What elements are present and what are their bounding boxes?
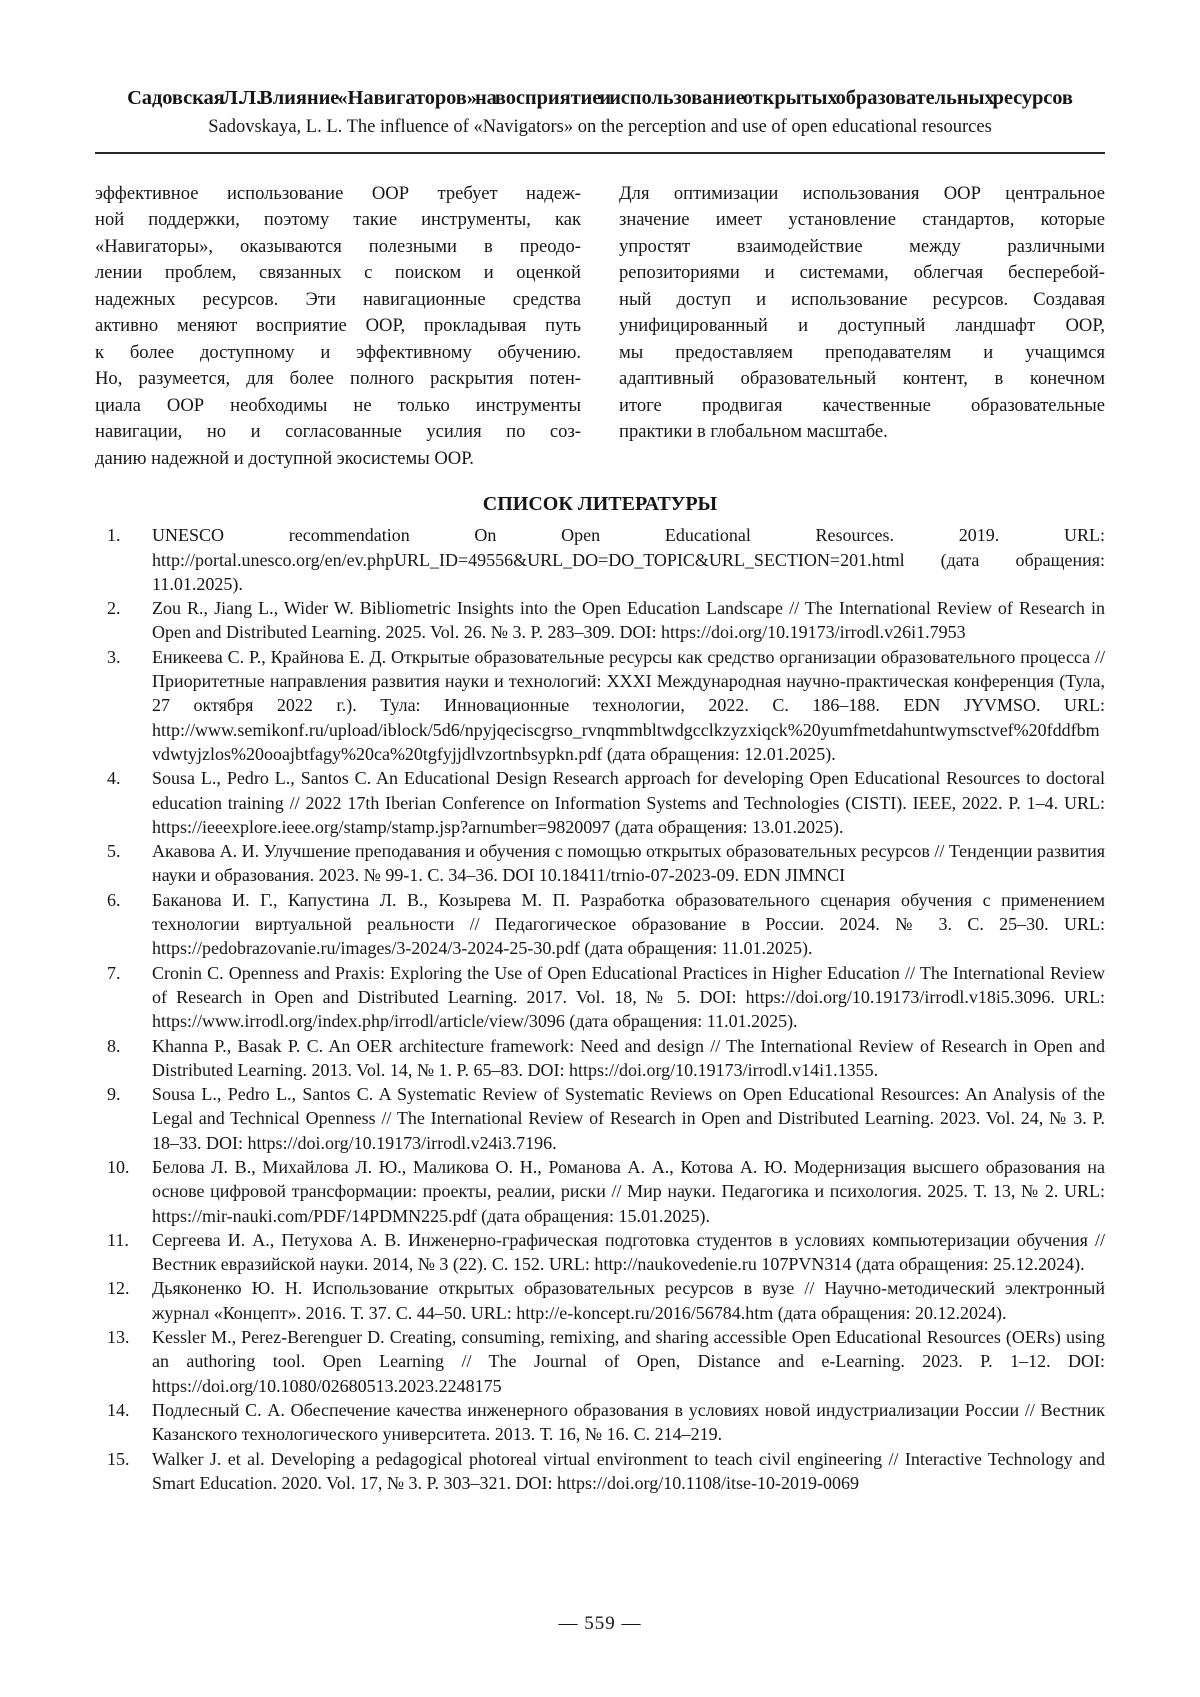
- intro-right-column: [619, 181, 1105, 473]
- intro-left-column: [95, 181, 581, 473]
- intro-columns: [95, 181, 1105, 473]
- reference-item: [95, 961, 1105, 1034]
- reference-number: 6.: [107, 889, 121, 910]
- text-line: итоге продвигая качественные образовательные: [619, 394, 1105, 416]
- reference-item: [95, 1034, 1105, 1083]
- reference-number: 11.: [107, 1229, 129, 1250]
- reference-text: Белова Л. В., Михайлова Л. Ю., Маликова О. Н., Романова А. А., Котова А. Ю. Модернизация высшего образования на основе цифровой трансформации: проекты, реалии, риски // Мир науки. Педагогика и психология. 2025. Т. 13, № 2. URL: https://mir-nauki.com/PDF/14PDMN225.pdf (дата обращения: 15.01.2025).: [152, 1157, 1105, 1226]
- reference-number: 7.: [107, 962, 121, 983]
- reference-text: Walker J. et al. Developing a pedagogical photoreal virtual environment to teach civil engineering // Interactive Technology and Smart Education. 2020. Vol. 17, № 3. P. 303–321. DOI: https://doi.org/10.1108/itse-10-2019-0069: [152, 1448, 1105, 1493]
- reference-item: [95, 1398, 1105, 1447]
- page-footer: [0, 1613, 1200, 1635]
- text-line: адаптивный образовательный контент, в конечном: [619, 368, 1105, 390]
- reference-text: Еникеева С. Р., Крайнова Е. Д. Открытые образовательные ресурсы как средство организации образовательного процесса // Приоритетные направления развития науки и технологий: XXXI Международная научно-практическая конференция (Тула, 27 октября 2022 г.). Тула: Инновационные технологии, 2022. С. 186–188. EDN JYVMSO. URL: http://www.semikonf.ru/upload/iblock/5d6/npyjqeciscgrso_rvnqmmbltwdgcclkzyzxiqck%20yumfmetdahuntwymsctvef%20fddfbmvdwtyjzlos%20ooajbtfagy%20ca%20tgfyjjdlvzortnbsypkn.pdf (дата обращения: 12.01.2025).: [152, 646, 1105, 764]
- reference-item: [95, 888, 1105, 961]
- reference-number: 12.: [107, 1278, 130, 1299]
- reference-number: 10.: [107, 1157, 130, 1177]
- reference-text: Баканова И. Г., Капустина Л. В., Козырева М. П. Разработка образовательного сценария обучения с применением технологии виртуальной реальности // Педагогическое образование в России. 2024. № 3. С. 25–30. URL: https://pedobrazovanie.ru/images/3-2024/3-2024-25-30.pdf (дата обращения: 11.01.2025).: [152, 889, 1105, 959]
- header-title-ru: Садовская Л. Л. Влияние «Навигаторов» на восприятие и использование открытых образовательных ресурсов: [127, 87, 1073, 109]
- header-title-en: Sadovskaya, L. L. The influence of «Navigators» on the perception and use of open educational resources: [208, 116, 992, 137]
- reference-text: Sousa L., Pedro L., Santos C. An Educational Design Research approach for developing Open Educational Resources to doctoral education training // 2022 17th Iberian Conference on Information Systems and Technologies (CISTI). IEEE, 2022. P. 1–4. URL: https://ieeexplore.ieee.org/stamp/stamp.jsp?arnumber=9820097 (дата обращения: 13.01.2025).: [152, 768, 1105, 837]
- text-line: навигации, но и согласованные усилия по соз-: [95, 421, 581, 443]
- reference-item: [95, 1447, 1105, 1496]
- reference-text: Акавова А. И. Улучшение преподавания и обучения с помощью открытых образовательных ресурсов // Тенденции развития науки и образования. 2023. № 99-1. С. 34–36. DOI 10.18411/trnio-07-2023-09. EDN JIMNCI: [152, 841, 1105, 886]
- reference-number: 15.: [107, 1448, 130, 1469]
- reference-text: Подлесный С. А. Обеспечение качества инженерного образования в условиях новой индустриализации России // Вестник Казанского технологического университета. 2013. Т. 16, № 16. С. 214–219.: [152, 1399, 1105, 1445]
- reference-item: [95, 596, 1105, 645]
- reference-text: Дьяконенко Ю. Н. Использование открытых образовательных ресурсов в вузе // Научно-методический электронный журнал «Концепт». 2016. Т. 37. С. 44–50. URL: http://e-koncept.ru/2016/56784.htm (дата обращения: 20.12.2024).: [152, 1278, 1105, 1323]
- reference-item: [95, 523, 1105, 596]
- reference-number: 1.: [107, 525, 121, 546]
- page-number: — 559 —: [558, 1613, 642, 1634]
- running-header: [95, 86, 1105, 154]
- references-list: [95, 523, 1105, 1495]
- reference-text: Kessler M., Perez-Berenguer D. Creating, consuming, remixing, and sharing accessible Open Educational Resources (OERs) using an authoring tool. Open Learning // The Journal of Open, Distance and e-Learning. 2023. P. 1–12. DOI: https://doi.org/10.1080/02680513.2023.2248175: [152, 1327, 1105, 1396]
- reference-item: [95, 645, 1105, 766]
- reference-number: 14.: [107, 1399, 130, 1420]
- text-line: значение имеет установление стандартов, которые: [619, 209, 1105, 231]
- references-heading: СПИСОК ЛИТЕРАТУРЫ: [482, 493, 718, 516]
- reference-item: [95, 1082, 1105, 1155]
- references-section: [95, 493, 1105, 1495]
- reference-item: [95, 1325, 1105, 1398]
- text-line: ный доступ и использование ресурсов. Создавая: [619, 288, 1105, 310]
- reference-text: Cronin C. Openness and Praxis: Exploring the Use of Open Educational Practices in Higher Education // The International Review of Research in Open and Distributed Learning. 2017. Vol. 18, № 5. DOI: https://doi.org/10.19173/irrodl.v18i5.3096. URL: https://www.irrodl.org/index.php/irrodl/article/view/3096 (дата обращения: 11.01.2025).: [152, 962, 1105, 1032]
- reference-text: Сергеева И. А., Петухова А. В. Инженерно-графическая подготовка студентов в условиях компьютеризации обучения // Вестник евразийской науки. 2014, № 3 (22). С. 152. URL: http://naukovedenie.ru 107PVN314 (дата обращения: 25.12.2024).: [152, 1229, 1105, 1275]
- reference-item: [95, 1155, 1105, 1228]
- text-line: эффективное использование ООР требует надеж-: [95, 182, 581, 204]
- header-rule: [95, 152, 1105, 154]
- reference-item: [95, 839, 1105, 888]
- reference-number: 3.: [107, 646, 121, 667]
- text-line: репозиториями и системами, облегчая бесперебой-: [619, 262, 1105, 284]
- reference-text: Zou R., Jiang L., Wider W. Bibliometric Insights into the Open Education Landscape // The International Review of Research in Open and Distributed Learning. 2025. Vol. 26. № 3. P. 283–309. DOI: https://doi.org/10.19173/irrodl.v26i1.7953: [152, 598, 1105, 643]
- text-line: практики в глобальном масштабе.: [619, 421, 888, 443]
- text-line: «Навигаторы», оказываются полезными в преодо-: [95, 235, 581, 257]
- reference-number: 8.: [107, 1035, 121, 1056]
- reference-number: 5.: [107, 841, 121, 862]
- reference-text: UNESCO recommendation On Open Educational Resources. 2019. URL: http://portal.unesco.org/en/ev.phpURL_ID=49556&URL_DO=DO_TOPIC&URL_SECTION=201.html (дата обращения: 11.01.2025).: [152, 525, 1105, 594]
- text-line: данию надежной и доступной экосистемы ООР.: [95, 447, 474, 469]
- text-line: упростят взаимодействие между различными: [619, 235, 1105, 257]
- reference-text: Khanna P., Basak P. C. An OER architecture framework: Need and design // The International Review of Research in Open and Distributed Learning. 2013. Vol. 14, № 1. P. 65–83. DOI: https://doi.org/10.19173/irrodl.v14i1.1355.: [152, 1035, 1105, 1080]
- text-line: Для оптимизации использования ООР центральное: [619, 182, 1105, 204]
- reference-item: [95, 1228, 1105, 1277]
- reference-number: 2.: [107, 598, 121, 619]
- reference-item: [95, 766, 1105, 839]
- text-line: активно меняют восприятие ООР, прокладывая путь: [95, 315, 581, 337]
- reference-number: 9.: [107, 1084, 121, 1105]
- text-line: Но, разумеется, для более полного раскрытия потен-: [95, 368, 581, 390]
- text-line: унифицированный и доступный ландшафт ООР,: [619, 315, 1105, 337]
- text-line: мы предоставляем преподавателям и учащимся: [619, 341, 1105, 363]
- reference-number: 4.: [107, 768, 121, 789]
- text-line: циала ООР необходимы не только инструменты: [95, 394, 581, 416]
- text-line: ной поддержки, поэтому такие инструменты, как: [95, 209, 581, 231]
- text-line: лении проблем, связанных с поиском и оценкой: [95, 262, 581, 284]
- reference-item: [95, 1276, 1105, 1325]
- reference-number: 13.: [107, 1327, 130, 1348]
- text-line: к более доступному и эффективному обучению.: [95, 341, 581, 363]
- reference-text: Sousa L., Pedro L., Santos C. A Systematic Review of Systematic Reviews on Open Educational Resources: An Analysis of the Legal and Technical Openness // The International Review of Research in Open and Distributed Learning. 2023. Vol. 24, № 3. P. 18–33. DOI: https://doi.org/10.19173/irrodl.v24i3.7196.: [152, 1084, 1105, 1153]
- text-line: надежных ресурсов. Эти навигационные средства: [95, 288, 581, 310]
